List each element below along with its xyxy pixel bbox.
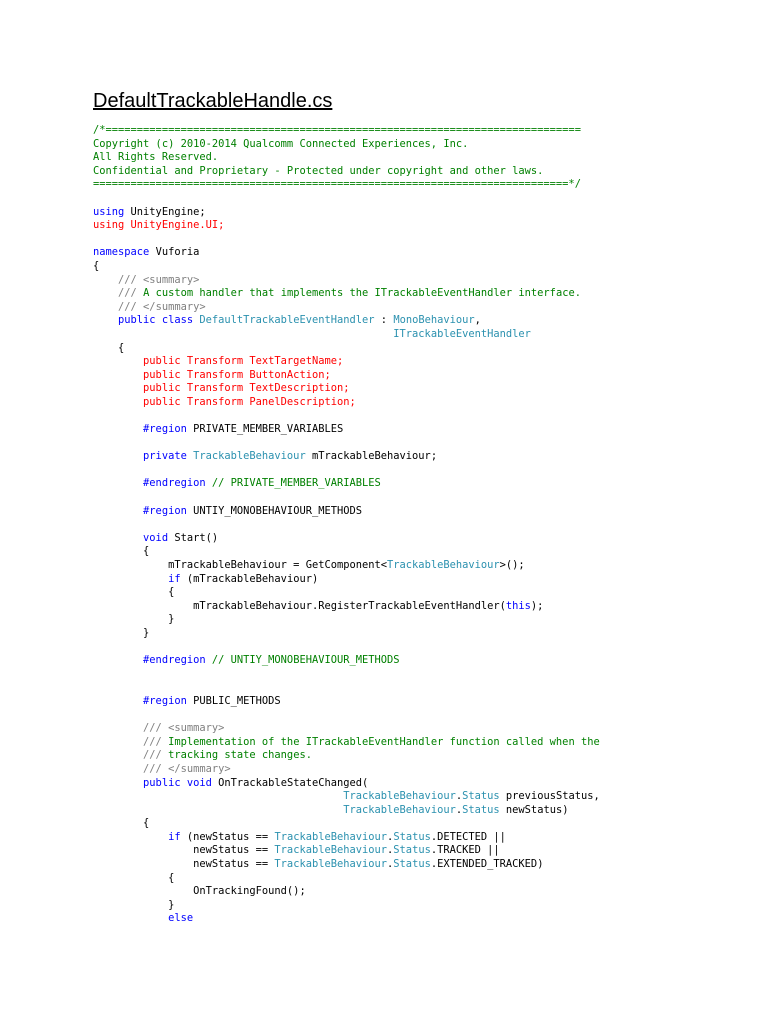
code-token: : — [374, 314, 394, 327]
code-line — [93, 804, 600, 818]
code-token: Vuforia — [149, 246, 200, 259]
code-line — [93, 681, 600, 695]
code-token: if — [168, 830, 181, 843]
code-token — [93, 301, 118, 313]
code-token: { — [93, 871, 175, 884]
code-line — [93, 342, 600, 356]
code-line — [93, 695, 600, 709]
code-token: // PRIVATE_MEMBER_VARIABLES — [205, 477, 381, 490]
code-line — [93, 423, 600, 437]
code-line — [93, 260, 600, 274]
code-line — [93, 396, 600, 410]
code-line — [93, 885, 600, 899]
code-token: MonoBehaviour — [393, 314, 475, 327]
code-token — [93, 722, 143, 734]
code-token: . — [455, 803, 463, 816]
code-line — [93, 274, 600, 288]
code-token: { — [93, 817, 150, 830]
code-token: PUBLIC_METHODS — [186, 694, 281, 707]
code-token: using UnityEngine.UI; — [93, 219, 225, 232]
code-token: . — [387, 830, 394, 843]
code-token — [93, 777, 143, 789]
code-line — [93, 151, 600, 165]
code-token — [93, 314, 118, 326]
code-line — [93, 165, 600, 179]
code-token: /// <summary> — [143, 722, 225, 735]
code-token — [93, 654, 143, 666]
code-token — [93, 450, 143, 462]
code-token: else — [168, 912, 194, 925]
code-line — [93, 817, 600, 831]
code-line — [93, 872, 600, 886]
code-token — [93, 396, 143, 408]
code-token: previousStatus, — [499, 790, 600, 803]
code-token: // UNTIY_MONOBEHAVIOUR_METHODS — [205, 654, 400, 667]
code-line — [93, 573, 600, 587]
code-token: Copyright (c) 2010-2014 Qualcomm Connected Experiences, Inc. — [93, 137, 469, 150]
code-token: All Rights Reserved. — [93, 151, 219, 164]
code-token: /// — [118, 287, 144, 300]
code-token: public Transform PanelDescription; — [143, 395, 356, 408]
code-token: Status — [393, 844, 431, 857]
code-line — [93, 301, 600, 315]
code-token: mTrackableBehaviour.RegisterTrackableEventHandler( — [93, 599, 506, 612]
code-token: ); — [530, 599, 544, 612]
code-line — [93, 709, 600, 723]
code-listing — [93, 124, 600, 926]
code-token: .TRACKED || — [430, 844, 500, 857]
code-token — [93, 912, 168, 924]
code-token: { — [93, 545, 150, 558]
code-token: public Transform TextDescription; — [143, 382, 350, 395]
code-line — [93, 532, 600, 546]
code-token: Status — [393, 858, 431, 871]
code-token: /// <summary> — [118, 273, 200, 286]
code-line — [93, 777, 600, 791]
code-line — [93, 219, 600, 233]
code-token: , — [474, 314, 481, 327]
code-token — [93, 749, 143, 761]
code-line — [93, 382, 600, 396]
code-token — [93, 831, 168, 843]
code-line — [93, 613, 600, 627]
code-token — [93, 573, 168, 585]
code-token: OnTrackingFound(); — [93, 885, 306, 898]
code-line — [93, 355, 600, 369]
code-token: Status — [462, 803, 500, 816]
code-token: void — [143, 531, 169, 544]
code-token — [93, 505, 143, 517]
code-line — [93, 124, 600, 138]
code-token: public class — [118, 314, 200, 327]
code-token: TrackableBehaviour — [274, 858, 388, 871]
code-token: /// — [143, 735, 169, 748]
code-token: public Transform TextTargetName; — [143, 355, 344, 368]
code-line — [93, 736, 600, 750]
code-token — [93, 736, 143, 748]
code-line — [93, 464, 600, 478]
code-token: . — [455, 790, 463, 803]
code-line — [93, 477, 600, 491]
code-line — [93, 722, 600, 736]
code-token: UNTIY_MONOBEHAVIOUR_METHODS — [186, 504, 363, 517]
code-token: #region — [143, 423, 187, 436]
code-token: /// </summary> — [118, 300, 206, 313]
document-title: DefaultTrackableHandle.cs — [93, 90, 333, 112]
code-line — [93, 545, 600, 559]
code-token: newStatus == — [93, 858, 275, 871]
code-token: /*============================================================================ — [93, 124, 581, 136]
code-token: A custom handler that implements the ITrackableEventHandler interface. — [143, 287, 581, 300]
code-token — [93, 328, 393, 340]
code-token: Implementation of the ITrackableEventHandler function called when the — [168, 735, 600, 748]
code-token: .DETECTED || — [430, 830, 506, 843]
code-token — [93, 274, 118, 286]
code-token: mTrackableBehaviour = GetComponent< — [93, 559, 388, 571]
code-token: private — [143, 450, 194, 463]
code-token: { — [93, 586, 175, 599]
code-line — [93, 192, 600, 206]
code-line — [93, 505, 600, 519]
code-line — [93, 369, 600, 383]
code-token: tracking state changes. — [168, 749, 312, 762]
code-token — [93, 763, 143, 775]
code-token: newStatus) — [499, 803, 569, 816]
code-token: TrackableBehaviour — [343, 790, 456, 803]
code-token: namespace — [93, 246, 150, 259]
code-token: /// </summary> — [143, 762, 231, 775]
code-line — [93, 450, 600, 464]
code-token: this — [505, 599, 531, 612]
code-line — [93, 912, 600, 926]
code-token: .EXTENDED_TRACKED) — [430, 858, 544, 871]
code-token: . — [387, 858, 394, 871]
code-line — [93, 314, 600, 328]
code-token: public void — [143, 776, 212, 789]
code-line — [93, 844, 600, 858]
code-token: ============================================================================*/ — [93, 178, 581, 191]
code-token: if — [168, 572, 181, 585]
code-line — [93, 831, 600, 845]
code-line — [93, 858, 600, 872]
code-line — [93, 654, 600, 668]
code-line — [93, 328, 600, 342]
code-token: . — [387, 844, 394, 857]
code-line — [93, 178, 600, 192]
code-token: newStatus == — [93, 844, 275, 857]
code-token: { — [93, 341, 125, 354]
code-token: /// — [143, 749, 169, 762]
code-line — [93, 287, 600, 301]
code-token: } — [93, 626, 150, 639]
code-line — [93, 246, 600, 260]
code-line — [93, 518, 600, 532]
code-line — [93, 437, 600, 451]
code-token: OnTrackableStateChanged( — [211, 776, 369, 789]
code-token: #region — [143, 694, 187, 707]
code-token: #region — [143, 504, 187, 517]
code-line — [93, 233, 600, 247]
code-line — [93, 763, 600, 777]
code-token — [93, 423, 143, 435]
code-token: #endregion — [143, 654, 206, 667]
code-line — [93, 206, 600, 220]
code-token — [93, 287, 118, 299]
code-line — [93, 641, 600, 655]
code-line — [93, 749, 600, 763]
code-line — [93, 138, 600, 152]
code-token: Status — [393, 830, 431, 843]
code-token: TrackableBehaviour — [343, 803, 456, 816]
code-token — [93, 532, 143, 544]
code-token: Confidential and Proprietary - Protected under copyright and other laws. — [93, 164, 544, 177]
code-token: { — [93, 259, 100, 272]
code-line — [93, 600, 600, 614]
code-token: >(); — [499, 559, 525, 571]
code-token: } — [93, 898, 175, 911]
code-token — [93, 804, 343, 816]
code-token: } — [93, 613, 175, 626]
code-token: Status — [462, 790, 500, 803]
code-token: using — [93, 205, 125, 218]
code-line — [93, 586, 600, 600]
code-token — [93, 382, 143, 394]
code-token: TrackableBehaviour — [387, 559, 500, 571]
code-line — [93, 790, 600, 804]
code-token — [93, 790, 343, 802]
code-token — [93, 355, 143, 367]
code-token: PRIVATE_MEMBER_VARIABLES — [186, 423, 344, 436]
code-token — [93, 477, 143, 489]
code-token: ITrackableEventHandler — [393, 327, 531, 340]
code-line — [93, 668, 600, 682]
code-token: TrackableBehaviour — [274, 844, 388, 857]
code-line — [93, 899, 600, 913]
code-token: TrackableBehaviour — [193, 450, 306, 463]
code-line — [93, 627, 600, 641]
code-token: (newStatus == — [180, 830, 275, 843]
code-token: UnityEngine; — [124, 205, 206, 218]
code-line — [93, 409, 600, 423]
code-line — [93, 559, 600, 573]
code-token: TrackableBehaviour — [274, 830, 388, 843]
code-token: mTrackableBehaviour; — [305, 450, 438, 463]
code-token: public Transform ButtonAction; — [143, 368, 331, 381]
code-token: DefaultTrackableEventHandler — [199, 314, 375, 327]
code-token: Start() — [168, 531, 219, 544]
code-token: #endregion — [143, 477, 206, 490]
code-token — [93, 695, 143, 707]
code-line — [93, 491, 600, 505]
code-token: (mTrackableBehaviour) — [180, 572, 319, 585]
code-token — [93, 369, 143, 381]
